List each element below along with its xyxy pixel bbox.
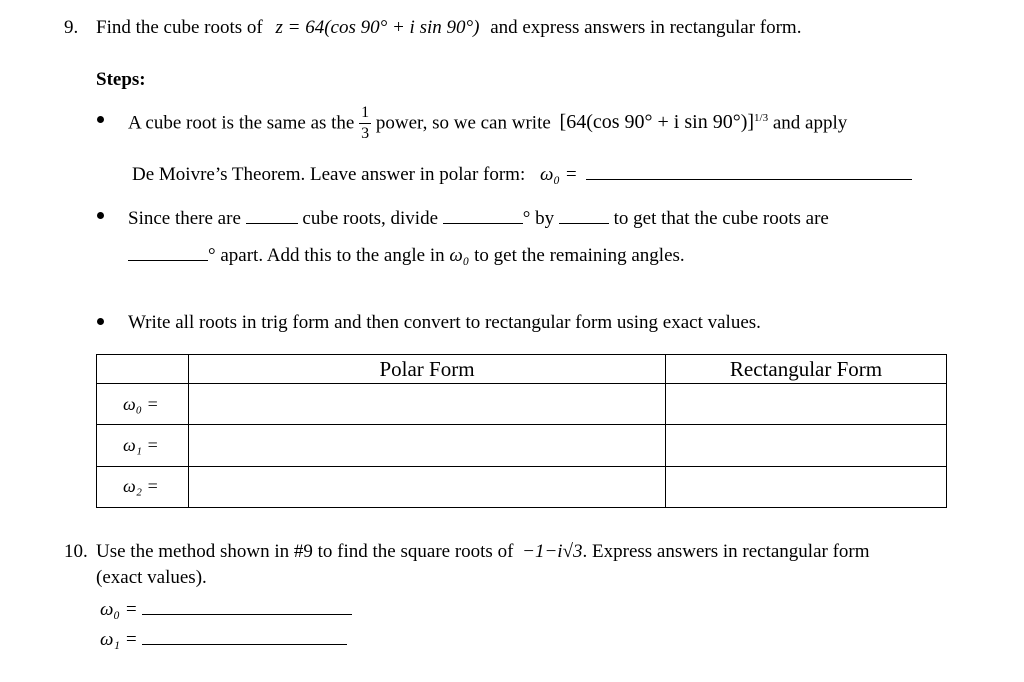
bullet-step-2 bbox=[97, 212, 104, 219]
one-third-fraction bbox=[359, 105, 371, 142]
step-2-line-1 bbox=[128, 207, 829, 228]
problem-9-text-before: Find the cube roots of bbox=[96, 17, 263, 38]
table-header-polar: Polar Form bbox=[189, 355, 666, 384]
angle-blank[interactable] bbox=[443, 207, 523, 224]
problem-9-expression: z = 64(cos 90° + i sin 90°) bbox=[275, 17, 480, 38]
polar-cell-omega-0[interactable] bbox=[189, 384, 666, 425]
number-of-roots-blank[interactable] bbox=[246, 207, 298, 224]
rect-cell-omega-0[interactable] bbox=[666, 384, 947, 425]
step-1-line-1 bbox=[128, 98, 847, 143]
problem-9-statement bbox=[96, 18, 801, 37]
problem-10-omega-0-blank[interactable] bbox=[142, 598, 352, 615]
step-1-text-c: and apply bbox=[772, 112, 848, 134]
problem-10-omega-1-blank[interactable] bbox=[142, 628, 347, 645]
problem-10-omega-1-label: ω₁ = bbox=[100, 629, 138, 650]
table-row bbox=[97, 384, 947, 425]
step-3-text: Write all roots in trig form and then convert to rectangular form using exact values. bbox=[128, 312, 761, 333]
rect-cell-omega-2[interactable] bbox=[666, 466, 947, 507]
step-2-text-b: cube roots, divide bbox=[302, 208, 438, 229]
problem-9-text-after: and express answers in rectangular form. bbox=[490, 17, 802, 38]
bullet-step-3 bbox=[97, 318, 104, 325]
problem-10-omega-0-label: ω₀ = bbox=[100, 599, 138, 620]
polar-cell-omega-2[interactable] bbox=[189, 466, 666, 507]
problem-10-line-2: (exact values). bbox=[96, 567, 207, 588]
problem-10-answer-0 bbox=[100, 598, 352, 619]
step-2-text-e: ° apart. Add this to the angle in bbox=[208, 245, 445, 266]
step-2-text-a: Since there are bbox=[128, 208, 241, 229]
step-2-line-2 bbox=[128, 244, 685, 265]
row-label-omega-1: ω₁ = bbox=[97, 425, 189, 466]
table-header-row bbox=[97, 355, 947, 384]
step-1-text-a: A cube root is the same as the bbox=[128, 112, 355, 134]
table-row bbox=[97, 466, 947, 507]
fraction-denominator: 3 bbox=[361, 125, 370, 143]
step-2-text-c: ° by bbox=[522, 208, 555, 229]
omega-0-answer-blank[interactable] bbox=[586, 163, 912, 180]
steps-heading: Steps: bbox=[96, 69, 146, 90]
polar-cell-omega-1[interactable] bbox=[189, 425, 666, 466]
spacing-angle-blank[interactable] bbox=[128, 244, 208, 261]
fraction-numerator: 1 bbox=[359, 105, 371, 124]
omega-0-label: ω₀ = bbox=[540, 164, 578, 185]
table-header-blank bbox=[97, 355, 189, 384]
bracket-expression: [64(cos 90° + i sin 90°)] bbox=[559, 111, 755, 134]
row-label-omega-0: ω₀ = bbox=[97, 384, 189, 425]
problem-10-number: 10. bbox=[64, 541, 88, 562]
problem-10-text-after: . Express answers in rectangular form bbox=[582, 541, 870, 562]
problem-10-text-before: Use the method shown in #9 to find the square roots of bbox=[96, 541, 514, 562]
step-1-line-2-text: De Moivre’s Theorem. Leave answer in polar form: bbox=[132, 164, 526, 185]
divisor-blank[interactable] bbox=[559, 207, 609, 224]
problem-9-number: 9. bbox=[64, 17, 79, 38]
omega-0-symbol: ω₀ bbox=[449, 245, 470, 266]
row-label-omega-2: ω₂ = bbox=[97, 466, 189, 507]
step-2-text-f: to get the remaining angles. bbox=[474, 245, 685, 266]
step-2-text-d: to get that the cube roots are bbox=[613, 208, 829, 229]
table-header-rectangular: Rectangular Form bbox=[666, 355, 947, 384]
problem-10-line-1 bbox=[96, 542, 870, 561]
bracket-exponent: 1/3 bbox=[754, 112, 769, 124]
problem-10-answer-1 bbox=[100, 628, 347, 649]
roots-table bbox=[96, 354, 947, 508]
bullet-step-1 bbox=[97, 116, 104, 123]
step-1-text-b: power, so we can write bbox=[375, 112, 551, 134]
rect-cell-omega-1[interactable] bbox=[666, 425, 947, 466]
table-row bbox=[97, 425, 947, 466]
problem-10-expression: −1−i√3 bbox=[522, 541, 583, 562]
step-1-line-2 bbox=[132, 163, 912, 184]
